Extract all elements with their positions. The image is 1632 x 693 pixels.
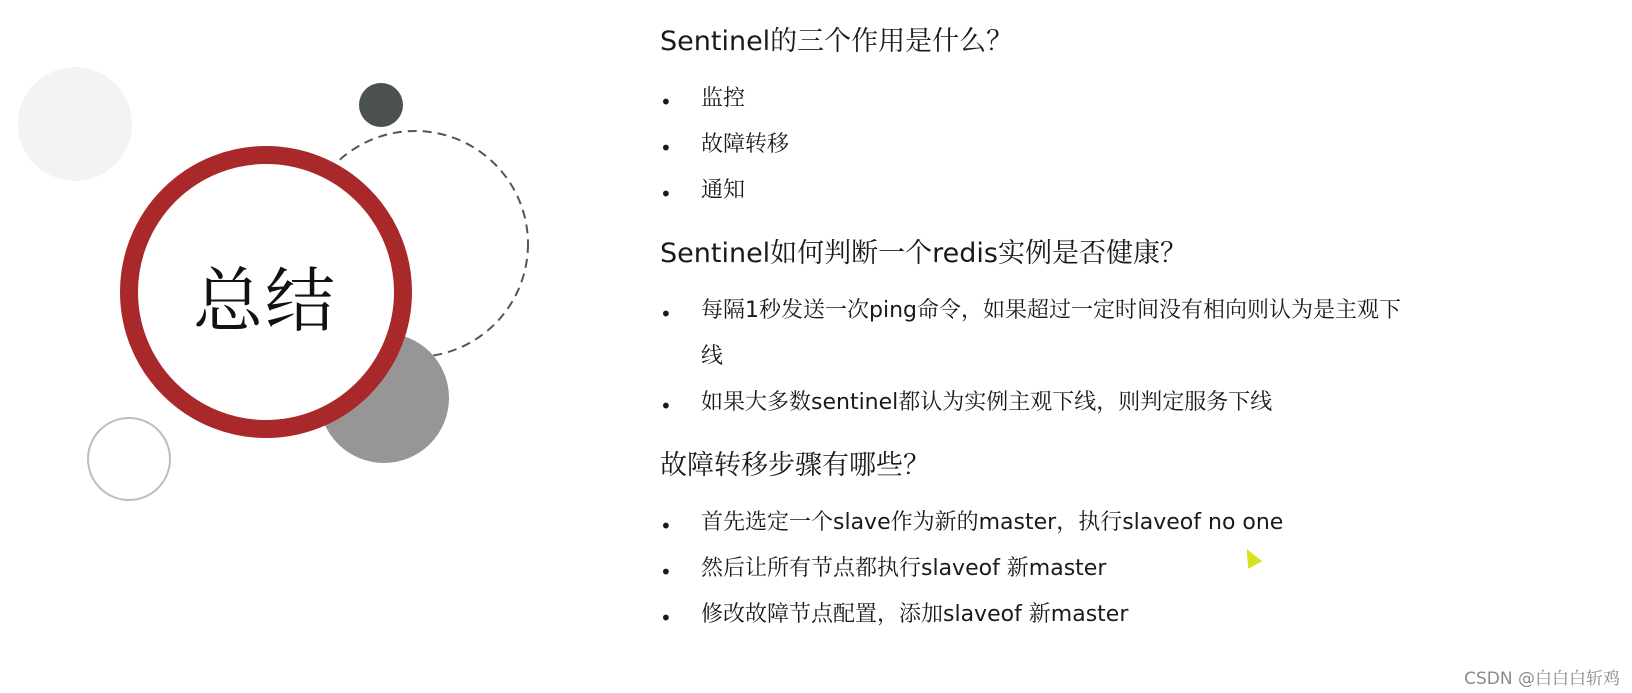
list-item: • 修改故障节点配置，添加slaveof 新master bbox=[660, 592, 1460, 638]
decorative-circles bbox=[0, 0, 560, 693]
list-item: • 故障转移 bbox=[660, 122, 1460, 168]
list-item: • 监控 bbox=[660, 76, 1460, 122]
bullet-icon: • bbox=[660, 182, 672, 206]
list-item: • 每隔1秒发送一次ping命令，如果超过一定时间没有相向则认为是主观下线 bbox=[660, 288, 1420, 380]
list-item: • 然后让所有节点都执行slaveof 新master bbox=[660, 546, 1460, 592]
list-item: • 如果大多数sentinel都认为实例主观下线，则判定服务下线 bbox=[660, 380, 1420, 426]
failover-list bbox=[660, 500, 1460, 638]
bullet-icon: • bbox=[660, 514, 672, 538]
roles-list bbox=[660, 76, 1460, 214]
bullet-icon: • bbox=[660, 136, 672, 160]
question-sentinel-roles: Sentinel的三个作用是什么？ bbox=[660, 26, 1014, 57]
bullet-icon: • bbox=[660, 394, 672, 418]
bullet-icon: • bbox=[660, 560, 672, 584]
slide-content bbox=[660, 22, 1460, 638]
light-gray-circle bbox=[18, 67, 132, 181]
bullet-icon: • bbox=[660, 606, 672, 630]
dark-small-circle bbox=[359, 83, 403, 127]
bullet-icon: • bbox=[660, 302, 672, 326]
list-item: • 通知 bbox=[660, 168, 1460, 214]
list-item: • 首先选定一个slave作为新的master，执行slaveof no one bbox=[660, 500, 1460, 546]
bullet-icon: • bbox=[660, 90, 672, 114]
summary-title: 总结 bbox=[193, 260, 337, 342]
health-list bbox=[660, 288, 1420, 426]
question-health-check: Sentinel如何判断一个redis实例是否健康？ bbox=[660, 238, 1188, 269]
watermark: CSDN @白白白斩鸡 bbox=[1464, 669, 1620, 689]
outline-circle bbox=[88, 418, 170, 500]
question-failover-steps: 故障转移步骤有哪些？ bbox=[660, 450, 930, 481]
